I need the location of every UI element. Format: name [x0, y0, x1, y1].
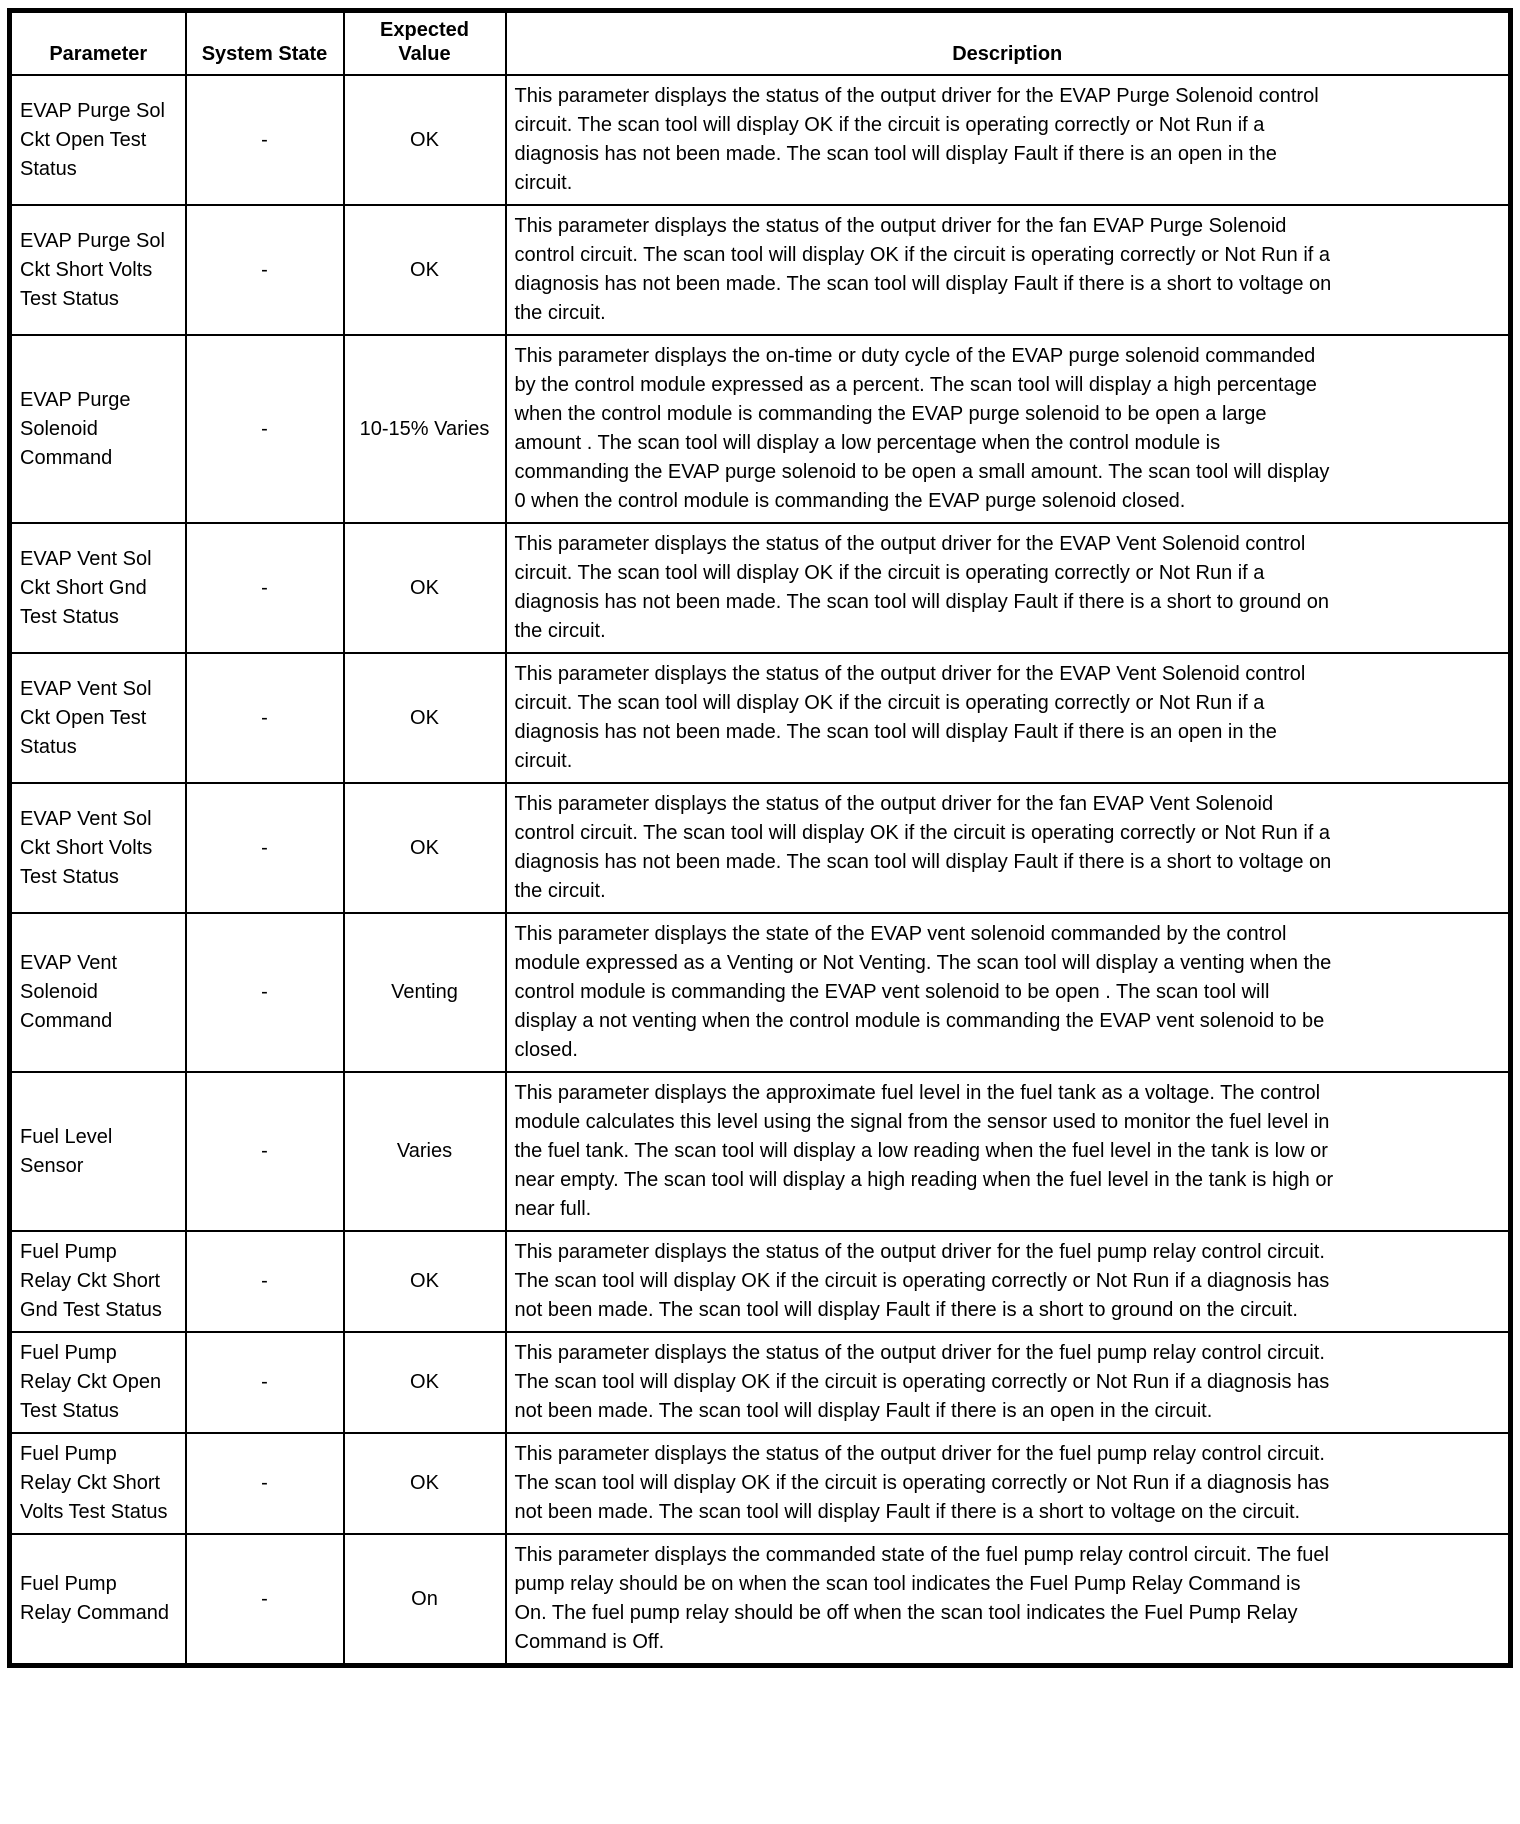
table-row	[10, 75, 1511, 205]
parameter-cell	[10, 913, 186, 1072]
parameter-table	[7, 8, 1513, 1668]
system-state-cell: -	[186, 205, 344, 335]
description-cell	[506, 523, 1511, 653]
table-row	[10, 1072, 1511, 1231]
description-text: This parameter displays the status of the output driver for the fuel pump relay control circuit. The scan tool will display OK if the circuit is operating correctly or Not Run if a diagnosis has not been made. The scan tool will display Fault if there is an open in the circuit.	[514, 1342, 1330, 1422]
parameter-text: Fuel Pump Relay Ckt Short Volts Test Status	[20, 1443, 168, 1523]
description-cell	[506, 1534, 1511, 1666]
description-text: This parameter displays the approximate fuel level in the fuel tank as a voltage. The control module calculates this level using the signal from the sensor used to monitor the fuel level in the fuel tank. The scan tool will display a low reading when the fuel level in the tank is low or near empty. The scan tool will display a high reading when the fuel level in the tank is high or near full.	[514, 1082, 1334, 1220]
system-state-cell: -	[186, 913, 344, 1072]
description-text: This parameter displays the on-time or duty cycle of the EVAP purge solenoid commanded by the control module expressed as a percent. The scan tool will display a high percentage when the control module is commanding the EVAP purge solenoid to be open a large amount . The scan tool will display a low percentage when the control module is commanding the EVAP purge solenoid to be open a small amount. The scan tool will display 0 when the control module is commanding the EVAP purge solenoid closed.	[514, 345, 1330, 512]
table-row	[10, 1332, 1511, 1433]
parameter-cell	[10, 1433, 186, 1534]
parameter-text: EVAP Vent Sol Ckt Short Gnd Test Status	[20, 547, 152, 628]
system-state-cell: -	[186, 75, 344, 205]
parameter-cell	[10, 1231, 186, 1332]
parameter-cell	[10, 205, 186, 335]
expected-value-cell: Varies	[344, 1072, 506, 1231]
parameter-text: Fuel Pump Relay Command	[20, 1573, 169, 1624]
expected-value-cell: OK	[344, 75, 506, 205]
table-row	[10, 1231, 1511, 1332]
expected-value-cell: 10-15% Varies	[344, 335, 506, 523]
description-cell	[506, 1433, 1511, 1534]
column-header-parameter: Parameter	[10, 11, 186, 76]
description-text: This parameter displays the status of the output driver for the fuel pump relay control circuit. The scan tool will display OK if the circuit is operating correctly or Not Run if a diagnosis has not been made. The scan tool will display Fault if there is a short to ground on the circuit.	[514, 1241, 1330, 1321]
parameter-text: EVAP Vent Solenoid Command	[20, 952, 118, 1032]
description-text: This parameter displays the status of the output driver for the EVAP Vent Solenoid control circuit. The scan tool will display OK if the circuit is operating correctly or Not Run if a diagnosis has not been made. The scan tool will display Fault if there is an open in the circuit.	[514, 663, 1306, 772]
parameter-text: EVAP Vent Sol Ckt Open Test Status	[20, 677, 152, 758]
parameter-cell	[10, 1534, 186, 1666]
description-cell	[506, 335, 1511, 523]
system-state-cell: -	[186, 653, 344, 783]
description-text: This parameter displays the status of the output driver for the EVAP Vent Solenoid control circuit. The scan tool will display OK if the circuit is operating correctly or Not Run if a diagnosis has not been made. The scan tool will display Fault if there is a short to ground on the circuit.	[514, 533, 1330, 642]
parameter-cell	[10, 1332, 186, 1433]
description-cell	[506, 653, 1511, 783]
expected-value-cell: OK	[344, 783, 506, 913]
table-row	[10, 913, 1511, 1072]
expected-value-cell: On	[344, 1534, 506, 1666]
system-state-cell: -	[186, 335, 344, 523]
parameter-text: EVAP Purge Sol Ckt Short Volts Test Status	[20, 229, 165, 310]
system-state-cell: -	[186, 1072, 344, 1231]
expected-value-cell: OK	[344, 523, 506, 653]
parameter-text: Fuel Level Sensor	[20, 1125, 113, 1177]
description-cell	[506, 1231, 1511, 1332]
expected-value-cell: OK	[344, 1433, 506, 1534]
table-row	[10, 523, 1511, 653]
system-state-cell: -	[186, 523, 344, 653]
column-header-expected-value	[344, 11, 506, 76]
table-row	[10, 1433, 1511, 1534]
expected-value-cell: OK	[344, 1231, 506, 1332]
description-text: This parameter displays the state of the EVAP vent solenoid commanded by the control module expressed as a Venting or Not Venting. The scan tool will display a venting when the control module is commanding the EVAP vent solenoid to be open . The scan tool will display a not venting when the control module is commanding the EVAP vent solenoid to be closed.	[514, 923, 1332, 1061]
table-row	[10, 783, 1511, 913]
parameter-cell	[10, 523, 186, 653]
parameter-cell	[10, 783, 186, 913]
description-cell	[506, 75, 1511, 205]
table-row	[10, 335, 1511, 523]
table-row	[10, 205, 1511, 335]
system-state-cell: -	[186, 1332, 344, 1433]
system-state-cell: -	[186, 1433, 344, 1534]
parameter-text: EVAP Purge Solenoid Command	[20, 388, 131, 469]
expected-value-cell: OK	[344, 205, 506, 335]
description-text: This parameter displays the status of the output driver for the EVAP Purge Solenoid control circuit. The scan tool will display OK if the circuit is operating correctly or Not Run if a diagnosis has not been made. The scan tool will display Fault if there is an open in the circuit.	[514, 85, 1319, 194]
description-text: This parameter displays the commanded state of the fuel pump relay control circuit. The fuel pump relay should be on when the scan tool indicates the Fuel Pump Relay Command is On. The fuel pump relay should be off when the scan tool indicates the Fuel Pump Relay Command is Off.	[514, 1544, 1329, 1653]
description-cell	[506, 1332, 1511, 1433]
parameter-cell	[10, 75, 186, 205]
description-cell	[506, 205, 1511, 335]
column-header-system-state: System State	[186, 11, 344, 76]
parameter-cell	[10, 335, 186, 523]
parameter-cell	[10, 1072, 186, 1231]
table-row	[10, 1534, 1511, 1666]
system-state-cell: -	[186, 783, 344, 913]
parameter-text: Fuel Pump Relay Ckt Open Test Status	[20, 1342, 162, 1422]
description-cell	[506, 1072, 1511, 1231]
expected-value-cell: Venting	[344, 913, 506, 1072]
description-cell	[506, 783, 1511, 913]
header-row	[10, 11, 1511, 76]
description-cell	[506, 913, 1511, 1072]
description-text: This parameter displays the status of the output driver for the fan EVAP Purge Solenoid control circuit. The scan tool will display OK if the circuit is operating correctly or Not Run if a diagnosis has not been made. The scan tool will display Fault if there is a short to voltage on the circuit.	[514, 215, 1332, 324]
description-text: This parameter displays the status of the output driver for the fuel pump relay control circuit. The scan tool will display OK if the circuit is operating correctly or Not Run if a diagnosis has not been made. The scan tool will display Fault if there is a short to voltage on the circuit.	[514, 1443, 1330, 1523]
table-row	[10, 653, 1511, 783]
column-header-description: Description	[506, 11, 1511, 76]
description-text: This parameter displays the status of the output driver for the fan EVAP Vent Solenoid control circuit. The scan tool will display OK if the circuit is operating correctly or Not Run if a diagnosis has not been made. The scan tool will display Fault if there is a short to voltage on the circuit.	[514, 793, 1332, 902]
system-state-cell: -	[186, 1231, 344, 1332]
parameter-cell	[10, 653, 186, 783]
parameter-text: EVAP Vent Sol Ckt Short Volts Test Status	[20, 807, 153, 888]
parameter-text: EVAP Purge Sol Ckt Open Test Status	[20, 99, 165, 180]
expected-value-label: Expected Value	[380, 19, 469, 65]
system-state-cell: -	[186, 1534, 344, 1666]
expected-value-cell: OK	[344, 653, 506, 783]
parameter-text: Fuel Pump Relay Ckt Short Gnd Test Status	[20, 1241, 162, 1321]
expected-value-cell: OK	[344, 1332, 506, 1433]
